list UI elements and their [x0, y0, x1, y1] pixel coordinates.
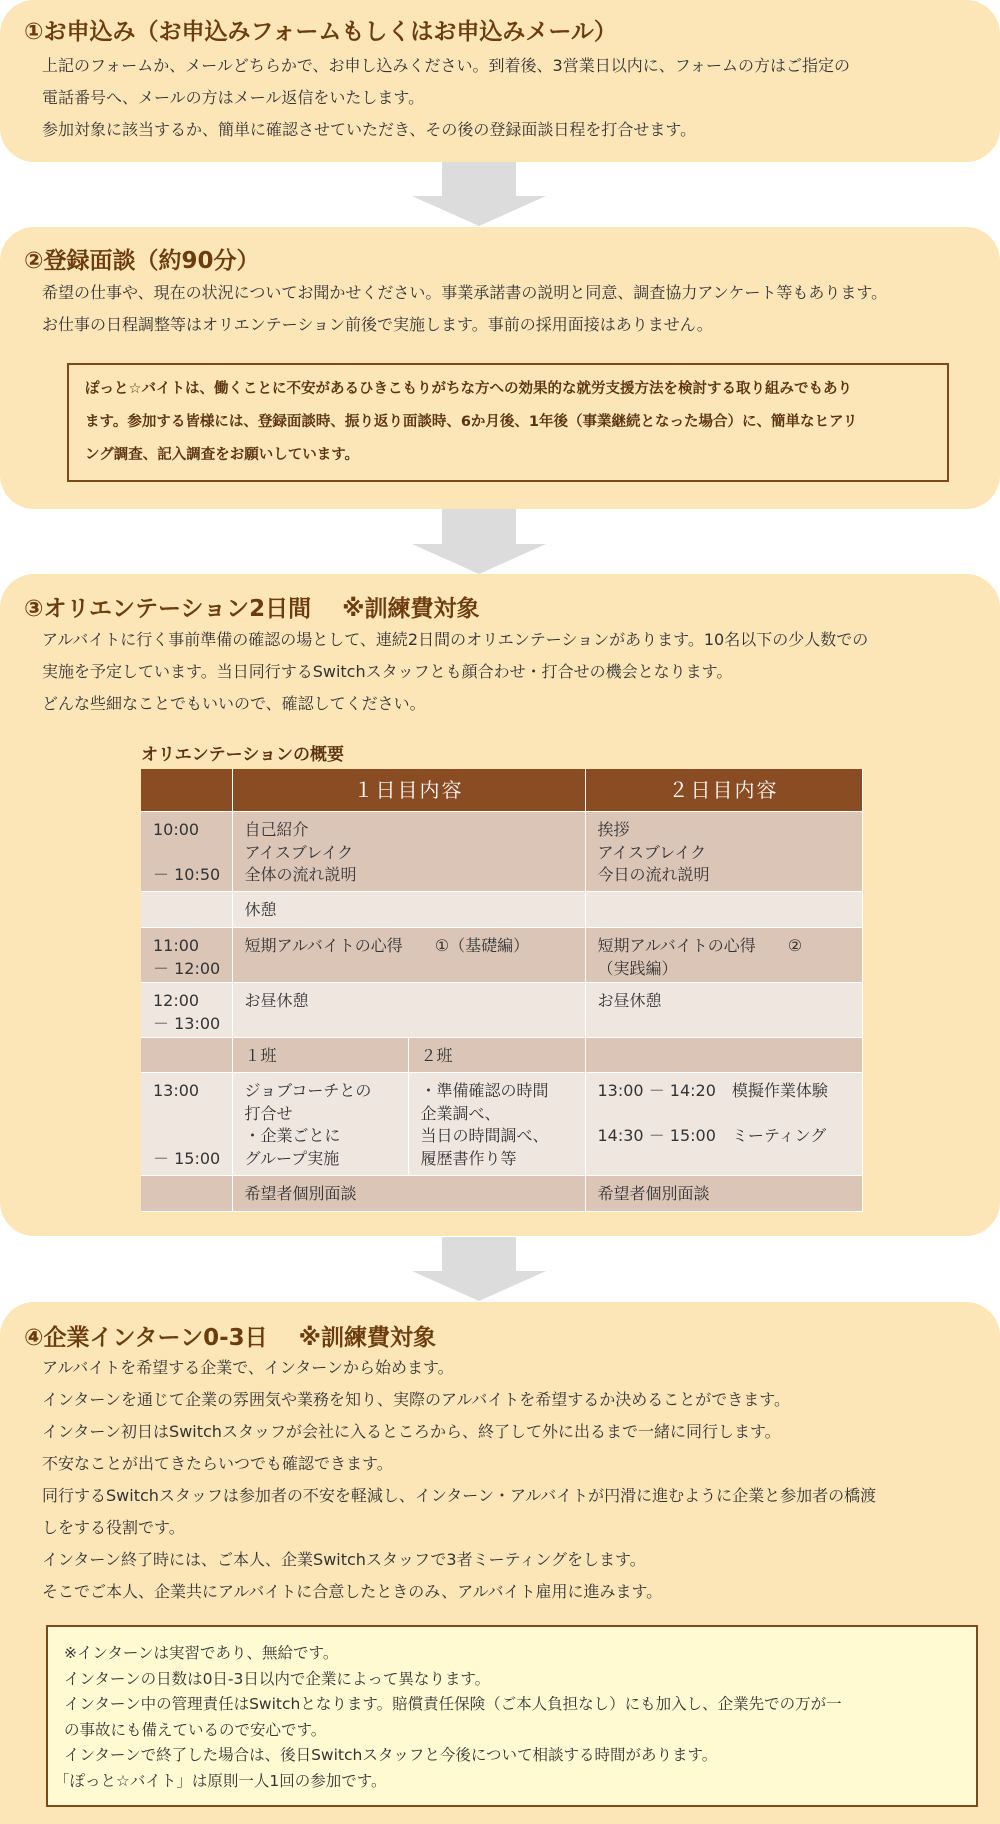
table-row: 11:00 － 12:00 短期アルバイトの心得 ①（基礎編） 短期アルバイトの心得 ② （実践編）	[141, 928, 862, 983]
step3-text: アルバイトに行く事前準備の確認の場として、連続2日間のオリエンテーションがあります。10名以下の少人数での 実施を予定しています。当日同行するSwitchスタッフとも顔合わせ・打合せの機会となります。 どんな些細なことでもいいので、確認してください。	[42, 630, 869, 713]
table-row: 10:00 － 10:50 自己紹介 アイスブレイク 全体の流れ説明 挨拶 アイスブレイク 今日の流れ説明	[141, 812, 862, 892]
internship-note-box: ※インターンは実習であり、無給です。 インターンの日数は0日-3日以内で企業によって異なります。 インターン中の管理責任はSwitchとなります。賠償責任保険（ご本人負担なし）にも加入し、企業先での万が一 の事故にも備えているので安心です。 インターンで終了した場合は、後日Switchスタッフと今後について相談する時間があります。 「ぽっと☆バイト」は原則一人1回の参加です。	[46, 1625, 978, 1807]
step4-title: ④企業インターン0-3日 ※訓練費対象	[24, 1325, 437, 1351]
table-header-cell	[141, 769, 232, 812]
step1-title: ①お申込み（お申込みフォームもしくはお申込みメール）	[24, 19, 617, 45]
down-arrow-icon	[412, 1237, 546, 1301]
table-row: 12:00 － 13:00 お昼休憩 お昼休憩	[141, 983, 862, 1038]
survey-note-box: ぽっと☆バイトは、働くことに不安があるひきこもりがちな方への効果的な就労支援方法を検討する取り組みでもあり ます。参加する皆様には、登録面談時、振り返り面談時、6か月後、1年後（事業継続となった場合）に、簡単なヒアリ ング調査、記入調査をお願いしています。	[67, 363, 949, 482]
step1-panel	[0, 0, 1000, 162]
step3-title: ③オリエンテーション2日間 ※訓練費対象	[24, 596, 480, 622]
step1-text: 上記のフォームか、メールどちらかで、お申し込みください。到着後、3営業日以内に、フォームの方はご指定の 電話番号へ、メールの方はメール返信をいたします。 参加対象に該当するか、簡単に確認させていただき、その後の登録面談日程を打合せます。	[42, 56, 850, 139]
table-header-row	[141, 769, 862, 812]
step4-text: アルバイトを希望する企業で、インターンから始めます。 インターンを通じて企業の雰囲気や業務を知り、実際のアルバイトを希望するか決めることができます。 インターン初日はSwitchスタッフが会社に入るところから、終了して外に出るまで一緒に同行します。 不安なことが出てきたらいつでも確認できます。 同行するSwitchスタッフは参加者の不安を軽減し、インターン・アルバイトが円滑に進むように企業と参加者の橋渡 しをする役割です。 インターン終了時には、ご本人、企業Switchスタッフで3者ミーティングをします。 そこでご本人、企業共にアルバイトに合意したときのみ、アルバイト雇用に進みます。	[42, 1358, 877, 1601]
table-header-day2: ２日目内容	[585, 769, 862, 812]
table-row: 希望者個別面談 希望者個別面談	[141, 1176, 862, 1212]
table-row: 休憩	[141, 892, 862, 928]
table-header-day1: １日目内容	[232, 769, 585, 812]
down-arrow-icon	[412, 509, 546, 574]
down-arrow-icon	[412, 162, 546, 226]
orientation-table	[141, 769, 863, 1212]
step2-text: 希望の仕事や、現在の状況についてお聞かせください。事業承諾書の説明と同意、調査協力アンケート等もあります。 お仕事の日程調整等はオリエンテーション前後で実施します。事前の採用面接はありません。	[42, 283, 888, 334]
table-row: １班 ２班	[141, 1038, 862, 1073]
orientation-table-title: オリエンテーションの概要	[141, 745, 344, 765]
table-row: 13:00 － 15:00 ジョブコーチとの 打合せ ・企業ごとに グループ実施 ・準備確認の時間 企業調べ、 当日の時間調べ、 履歴書作り等 13:00 － 14:20 模擬作業体験 14:30 － 15:00 ミーティング	[141, 1073, 862, 1176]
step2-title: ②登録面談（約90分）	[24, 248, 260, 274]
